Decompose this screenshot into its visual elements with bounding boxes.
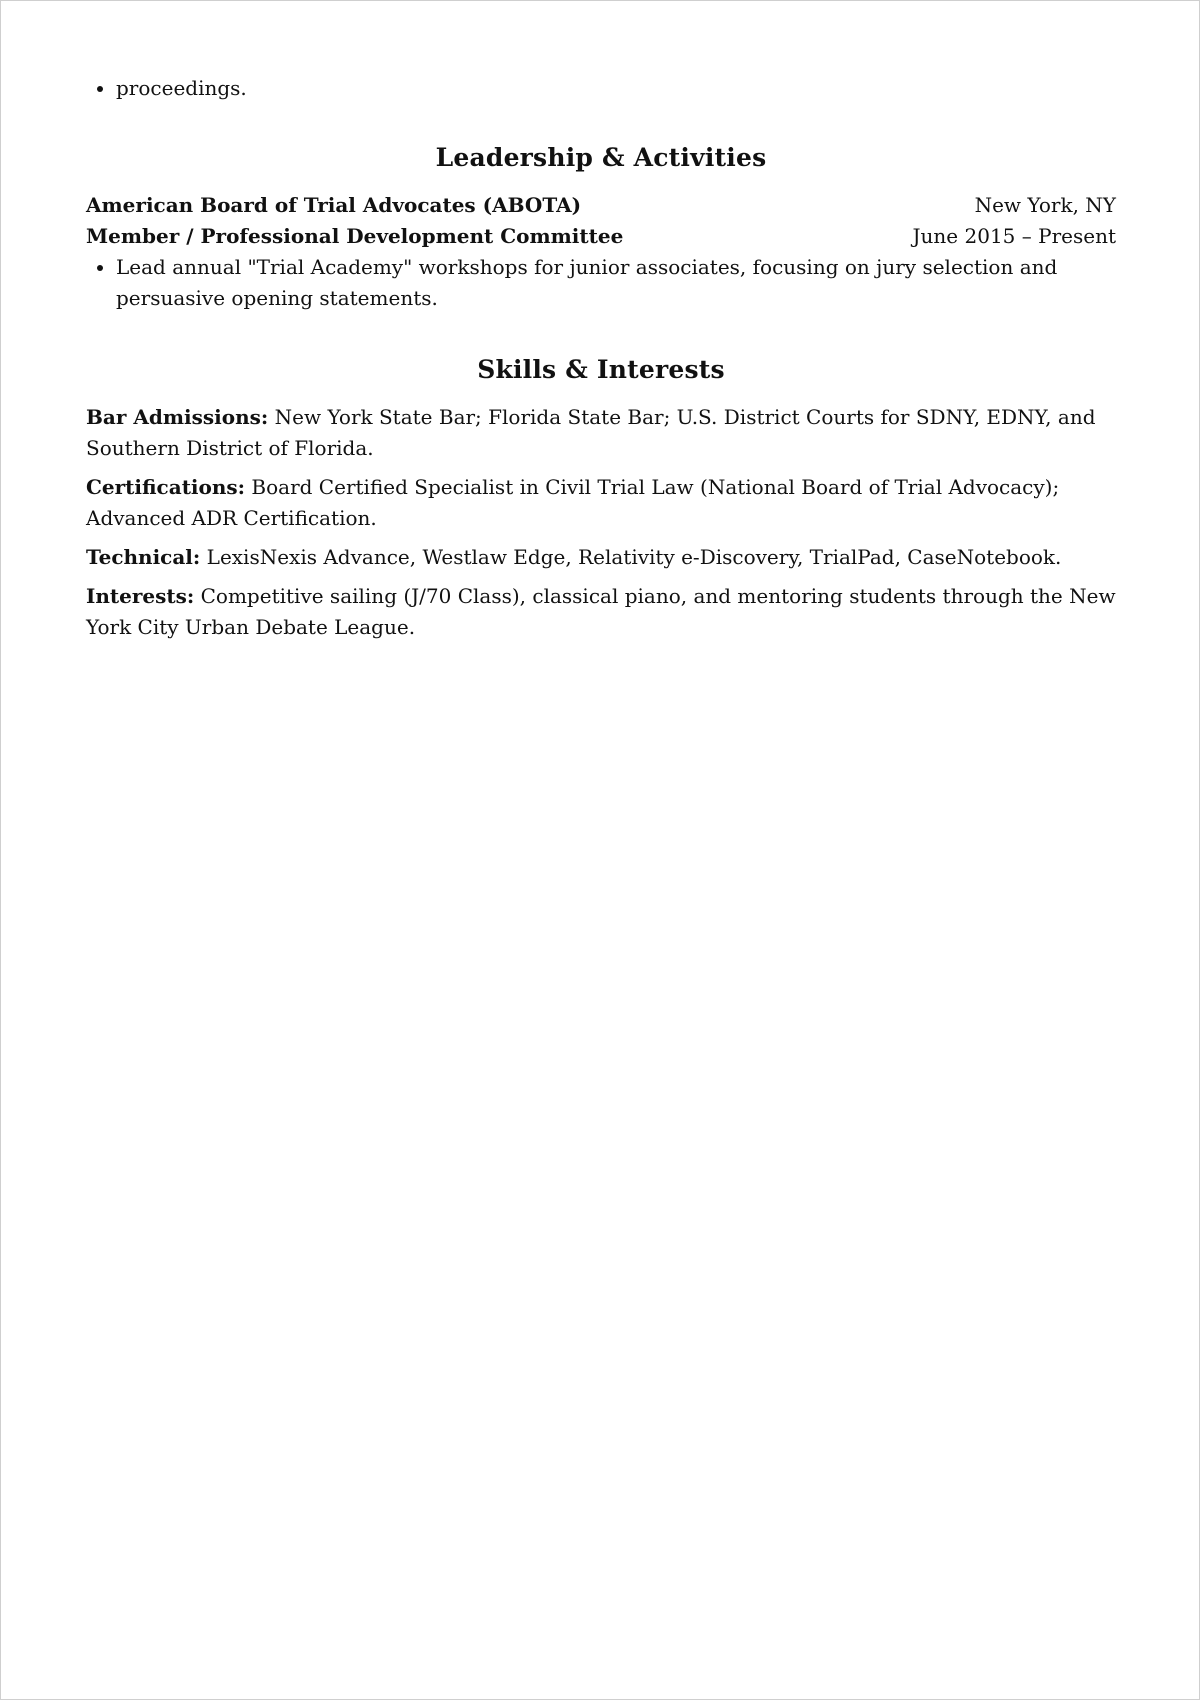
role-title: Member / Professional Development Committee	[86, 224, 624, 248]
continuation-bullet: • proceedings.	[116, 73, 1116, 104]
organization-name: American Board of Trial Advocates (ABOTA)	[86, 193, 582, 217]
skill-technical	[86, 542, 1116, 573]
skill-label: Technical:	[86, 545, 201, 569]
leadership-bullet: • Lead annual "Trial Academy" workshops for junior associates, focusing on jury selection and persuasive opening statements.	[116, 252, 1116, 314]
skills-list	[86, 402, 1116, 643]
skill-text: Competitive sailing (J/70 Class), classical piano, and mentoring students through the New York City Urban Debate League.	[86, 584, 1116, 639]
skill-text: LexisNexis Advance, Westlaw Edge, Relativity e-Discovery, TrialPad, CaseNotebook.	[206, 545, 1062, 569]
entry-header-row	[86, 190, 1116, 221]
skill-text: New York State Bar; Florida State Bar; U.S. District Courts for SDNY, EDNY, and Southern District of Florida.	[86, 405, 1096, 460]
skill-interests	[86, 581, 1116, 643]
leadership-bullet-list	[86, 252, 1116, 314]
skill-bar-admissions	[86, 402, 1116, 464]
skills-heading: Skills & Interests	[477, 355, 725, 384]
organization-location: New York, NY	[974, 193, 1116, 217]
skill-label: Bar Admissions:	[86, 405, 269, 429]
resume-content	[86, 73, 1116, 651]
skill-label: Certifications:	[86, 475, 246, 499]
role-dates: June 2015 – Present	[912, 224, 1116, 248]
skill-certifications	[86, 472, 1116, 534]
leadership-heading: Leadership & Activities	[435, 143, 767, 172]
leadership-entry	[86, 190, 1116, 314]
skill-label: Interests:	[86, 584, 195, 608]
entry-role-row	[86, 221, 1116, 252]
skill-text: Board Certified Specialist in Civil Trial Law (National Board of Trial Advocacy); Advanced ADR Certification.	[86, 475, 1060, 530]
continuation-bullet-list	[86, 73, 1116, 104]
